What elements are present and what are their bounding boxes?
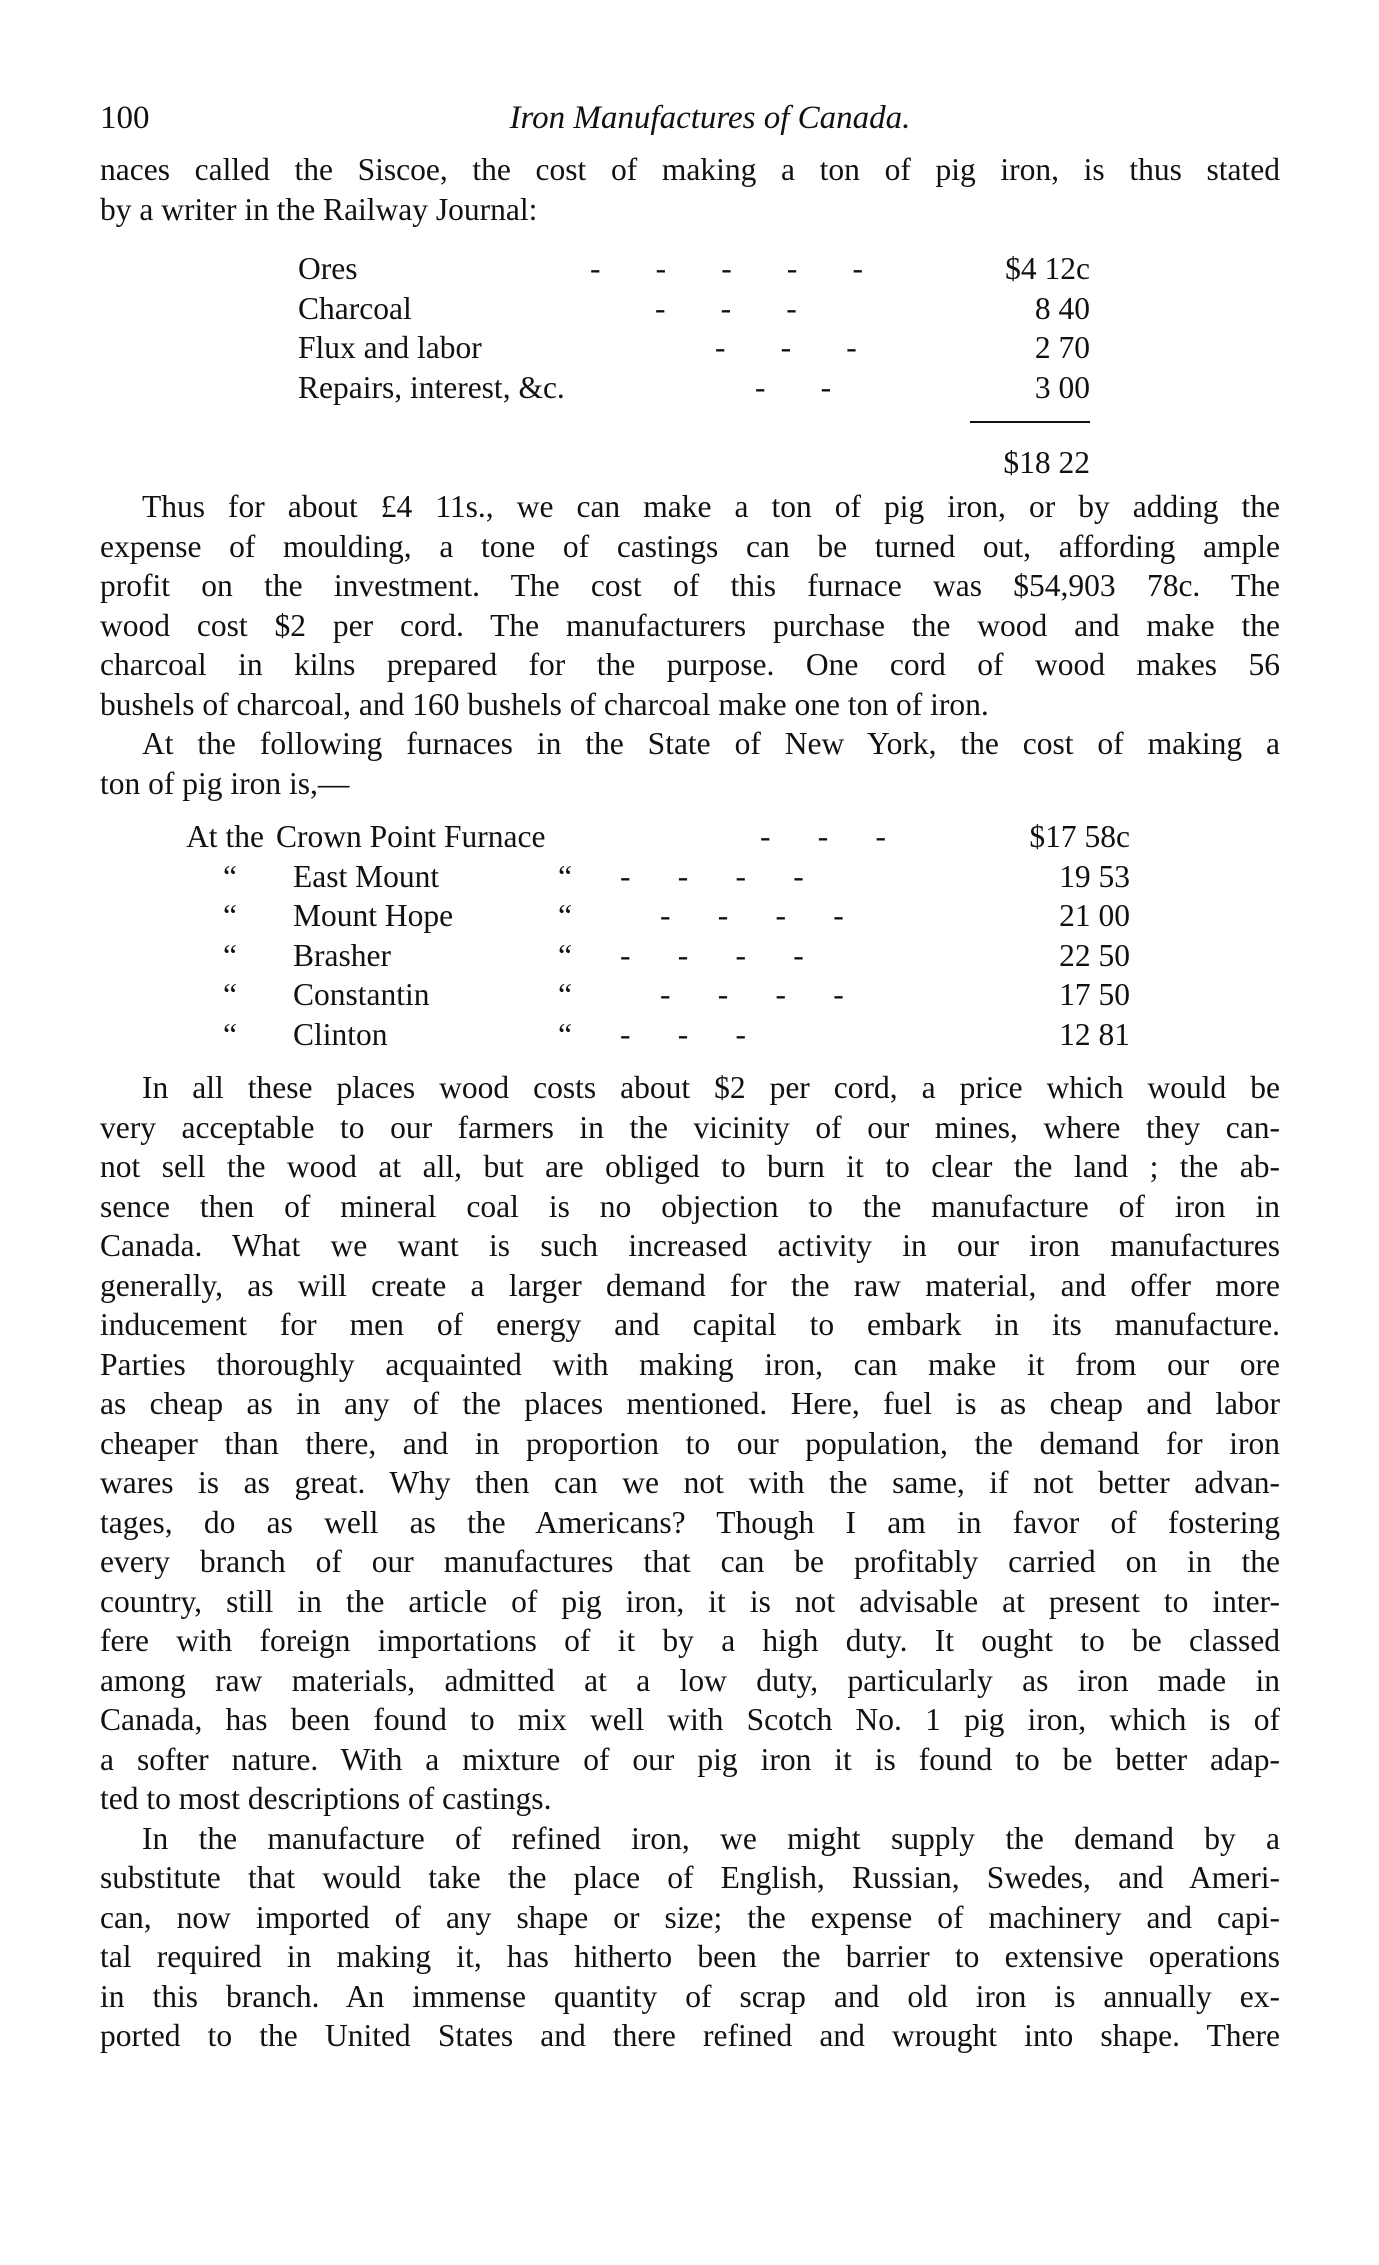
text-line: can, now imported of any shape or size; the expense of machinery and capi- xyxy=(100,1899,1280,1935)
leader-dashes: - - - - xyxy=(660,977,844,1012)
text-line: wood cost $2 per cord. The manufacturers purchase the wood and make the xyxy=(100,607,1280,643)
ditto-mark: “ xyxy=(558,937,572,973)
paragraph xyxy=(100,724,1280,803)
ditto-mark: “ xyxy=(558,1016,572,1052)
paragraph xyxy=(100,1819,1280,2056)
text-line: In all these places wood costs about $2 per cord, a price which would be xyxy=(142,1070,1280,1105)
leader-dashes: - - - - xyxy=(620,858,804,894)
book-page xyxy=(100,100,1280,2056)
text-line: Parties thoroughly acquainted with making iron, can make it from our ore xyxy=(100,1346,1280,1382)
intro-paragraph xyxy=(100,150,1280,229)
ditto-mark: “ xyxy=(223,937,237,973)
text-line: expense of moulding, a tone of castings can be turned out, affording ample xyxy=(100,528,1280,564)
furnace-name: Crown Point Furnace xyxy=(276,819,546,854)
cost-label: Repairs, interest, &c. xyxy=(298,369,565,405)
ditto-mark: “ xyxy=(223,898,237,933)
text-line: cheaper than there, and in proportion to our population, the demand for iron xyxy=(100,1425,1280,1461)
furnace-row xyxy=(100,975,1280,1015)
text-line: substitute that would take the place of English, Russian, Swedes, and Ameri- xyxy=(100,1860,1280,1895)
cost-label: Flux and labor xyxy=(298,330,482,365)
sum-rule xyxy=(970,421,1090,423)
cost-row xyxy=(100,328,1280,368)
furnace-amount: 17 50 xyxy=(1059,977,1130,1012)
text-line: naces called the Siscoe, the cost of making a ton of pig iron, is thus stated xyxy=(100,152,1280,187)
furnace-prefix: At the xyxy=(186,819,264,854)
furnace-amount: 19 53 xyxy=(1059,858,1130,894)
text-line: country, still in the article of pig iron, it is not advisable at present to inter- xyxy=(100,1583,1280,1619)
paragraph xyxy=(100,1068,1280,1819)
furnace-row xyxy=(100,936,1280,976)
text-line: sence then of mineral coal is no objection to the manufacture of iron in xyxy=(100,1188,1280,1224)
text-line: tages, do as well as the Americans? Though I am in favor of fostering xyxy=(100,1504,1280,1540)
cost-row xyxy=(100,249,1280,289)
text-line: every branch of our manufactures that can be profitably carried on in the xyxy=(100,1544,1280,1579)
pig-iron-cost-table xyxy=(100,249,1280,487)
text-line: not sell the wood at all, but are obliged to burn it to clear the land ; the ab- xyxy=(100,1149,1280,1184)
text-line: In the manufacture of refined iron, we might supply the demand by a xyxy=(142,1820,1280,1856)
cost-total-row xyxy=(100,443,1280,483)
furnace-row xyxy=(100,817,1280,857)
page-number: 100 xyxy=(100,100,150,136)
furnace-name: Clinton xyxy=(293,1016,388,1052)
text-line: in this branch. An immense quantity of scrap and old iron is annually ex- xyxy=(100,1978,1280,2014)
cost-row xyxy=(100,368,1280,408)
ditto-mark: “ xyxy=(558,898,572,933)
ditto-mark: “ xyxy=(223,1016,237,1052)
furnace-amount: 21 00 xyxy=(1059,898,1130,933)
cost-total: $18 22 xyxy=(1003,445,1090,480)
text-line: fere with foreign importations of it by a high duty. It ought to be classed xyxy=(100,1623,1280,1658)
text-line: ton of pig iron is,— xyxy=(100,765,350,801)
text-line: Canada. What we want is such increased activity in our iron manufactures xyxy=(100,1228,1280,1263)
running-title: Iron Manufactures of Canada. xyxy=(509,100,911,136)
paragraph xyxy=(100,487,1280,724)
cost-amount: 3 00 xyxy=(1034,369,1090,405)
ditto-mark: “ xyxy=(558,858,572,894)
text-line: bushels of charcoal, and 160 bushels of charcoal make one ton of iron. xyxy=(100,686,989,722)
leader-dashes: - - - xyxy=(715,330,857,365)
furnace-name: Constantin xyxy=(293,977,430,1012)
text-line: tal required in making it, has hitherto been the barrier to extensive operations xyxy=(100,1939,1280,1974)
text-line: a softer nature. With a mixture of our pig iron it is found to be better adap- xyxy=(100,1741,1280,1777)
text-line: inducement for men of energy and capital to embark in its manufacture. xyxy=(100,1307,1280,1342)
furnace-row xyxy=(100,1015,1280,1055)
leader-dashes: - - - xyxy=(655,290,797,326)
furnace-amount: 22 50 xyxy=(1059,937,1130,973)
text-line: generally, as will create a larger demand for the raw material, and offer more xyxy=(100,1267,1280,1303)
furnace-amount: 12 81 xyxy=(1059,1016,1130,1052)
cost-label: Charcoal xyxy=(298,290,412,326)
ditto-mark: “ xyxy=(223,977,237,1012)
leader-dashes: - - - - xyxy=(660,898,844,933)
text-line: Canada, has been found to mix well with Scotch No. 1 pig iron, which is of xyxy=(100,1702,1280,1737)
leader-dashes: - - - xyxy=(620,1016,746,1052)
ditto-mark: “ xyxy=(558,977,572,1012)
furnace-row xyxy=(100,896,1280,936)
text-line: ported to the United States and there refined and wrought into shape. There xyxy=(100,2018,1280,2053)
text-line: by a writer in the Railway Journal: xyxy=(100,191,538,227)
text-line: among raw materials, admitted at a low duty, particularly as iron made in xyxy=(100,1662,1280,1698)
furnace-row xyxy=(100,857,1280,897)
ditto-mark: “ xyxy=(223,858,237,894)
leader-dashes: - - xyxy=(755,369,832,405)
text-line: very acceptable to our farmers in the vicinity of our mines, where they can- xyxy=(100,1109,1280,1145)
text-line: ted to most descriptions of castings. xyxy=(100,1781,552,1816)
leader-dashes: - - - - xyxy=(620,937,804,973)
text-line: as cheap as in any of the places mentioned. Here, fuel is as cheap and labor xyxy=(100,1386,1280,1421)
text-line: wares is as great. Why then can we not with the same, if not better advan- xyxy=(100,1465,1280,1500)
cost-amount: 2 70 xyxy=(1034,330,1090,365)
text-line: Thus for about £4 11s., we can make a ton of pig iron, or by adding the xyxy=(142,489,1280,524)
running-head xyxy=(100,100,1280,150)
furnace-cost-table xyxy=(100,817,1280,1054)
cost-row xyxy=(100,289,1280,329)
cost-amount: $4 12c xyxy=(1005,251,1090,286)
furnace-name: Brasher xyxy=(293,937,391,973)
cost-amount: 8 40 xyxy=(1034,290,1090,326)
cost-label: Ores xyxy=(298,251,358,286)
furnace-amount: $17 58c xyxy=(1029,819,1130,854)
leader-dashes: - - - xyxy=(760,819,886,854)
text-line: charcoal in kilns prepared for the purpose. One cord of wood makes 56 xyxy=(100,647,1280,682)
text-line: At the following furnaces in the State of New York, the cost of making a xyxy=(142,726,1280,761)
furnace-name: East Mount xyxy=(293,858,440,894)
text-line: profit on the investment. The cost of this furnace was $54,903 78c. The xyxy=(100,568,1280,603)
leader-dashes: - - - - - xyxy=(590,251,863,286)
furnace-name: Mount Hope xyxy=(293,898,454,933)
